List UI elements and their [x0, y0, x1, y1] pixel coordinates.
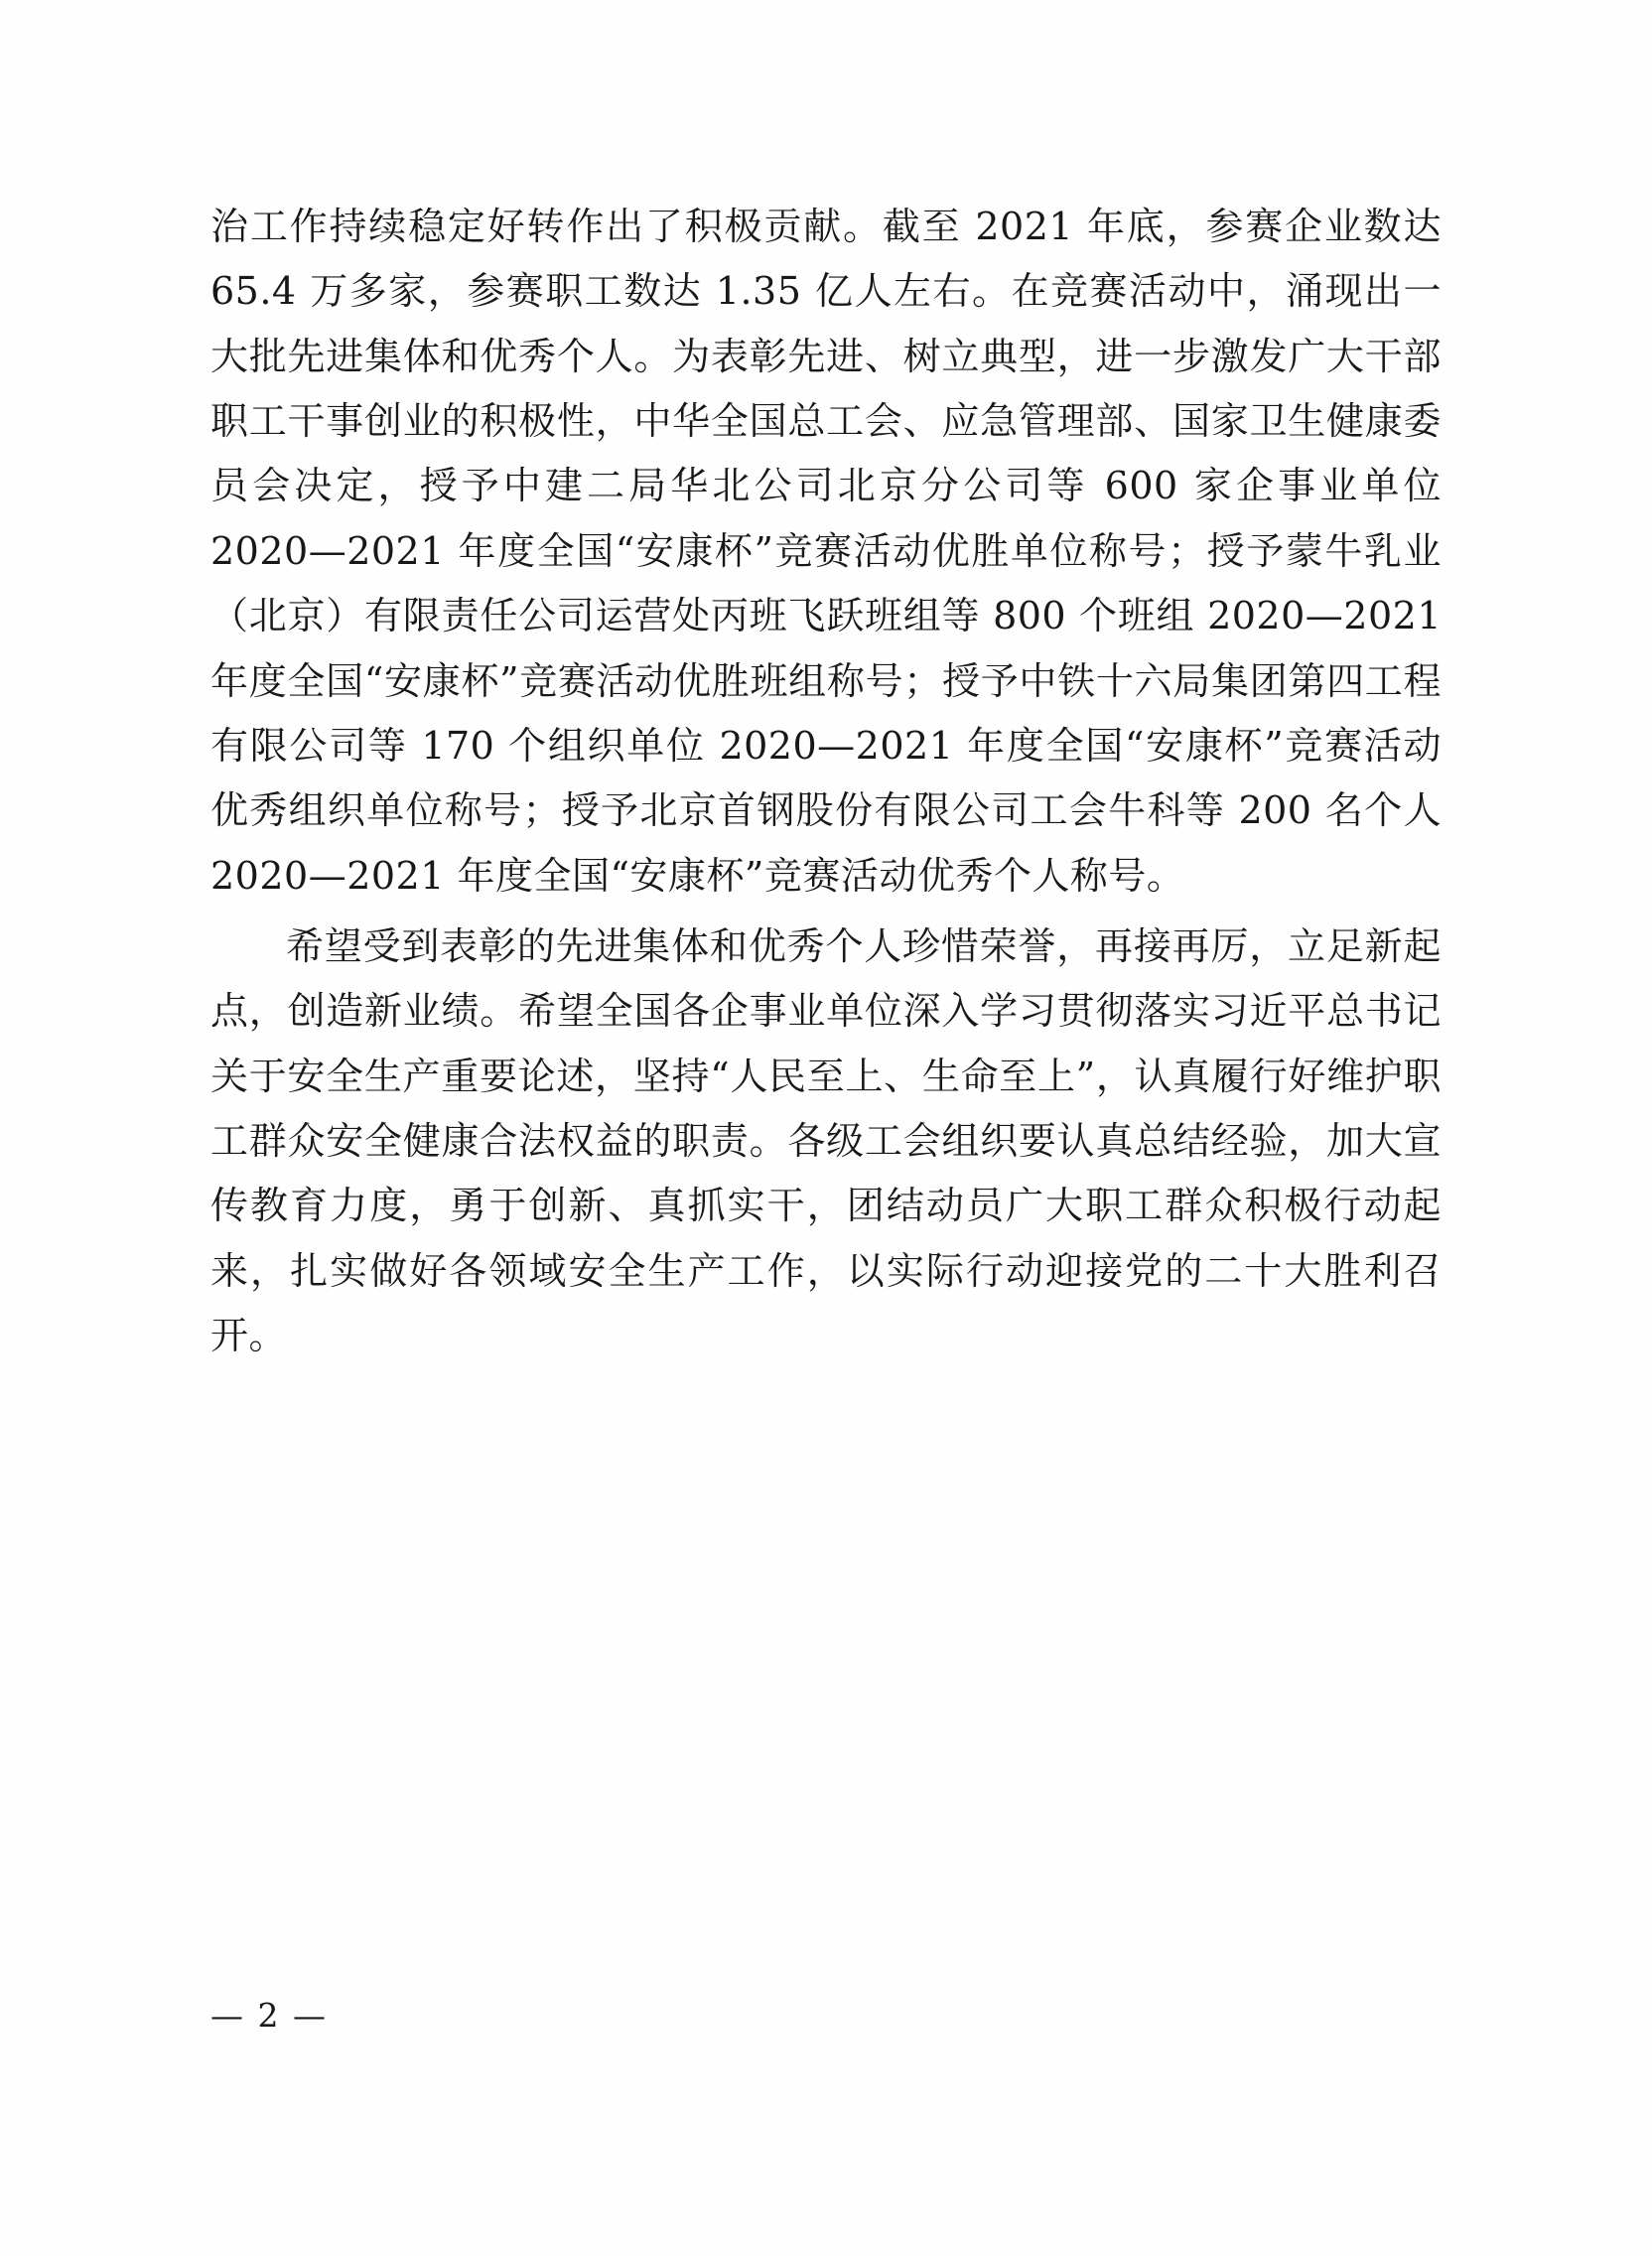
- document-body: [210, 195, 1442, 1374]
- body-paragraph-1: 治工作持续稳定好转作出了积极贡献。截至 2021 年底，参赛企业数达 65.4 万多家，参赛职工数达 1.35 亿人左右。在竞赛活动中，涌现出一大批先进集体和优秀个人。为表彰先进、树立典型，进一步激发广大干部职工干事创业的积极性，中华全国总工会、应急管理部、国家卫生健康委员会决定，授予中建二局华北公司北京分公司等 600 家企事业单位 2020—2021 年度全国“安康杯”竞赛活动优胜单位称号；授予蒙牛乳业（北京）有限责任公司运营处丙班飞跃班组等 800 个班组 2020—2021 年度全国“安康杯”竞赛活动优胜班组称号；授予中铁十六局集团第四工程有限公司等 170 个组织单位 2020—2021 年度全国“安康杯”竞赛活动优秀组织单位称号；授予北京首钢股份有限公司工会牛科等 200 名个人 2020—2021 年度全国“安康杯”竞赛活动优秀个人称号。: [210, 205, 1442, 898]
- page-number: — 2 —: [210, 1996, 328, 2035]
- page-footer: [210, 1996, 1442, 2035]
- body-paragraph-2: 希望受到表彰的先进集体和优秀个人珍惜荣誉，再接再厉，立足新起点，创造新业绩。希望全国各企事业单位深入学习贯彻落实习近平总书记关于安全生产重要论述，坚持“人民至上、生命至上”，认真履行好维护职工群众安全健康合法权益的职责。各级工会组织要认真总结经验，加大宣传教育力度，勇于创新、真抓实干，团结动员广大职工群众积极行动起来，扎实做好各领域安全生产工作，以实际行动迎接党的二十大胜利召开。: [210, 923, 1442, 1358]
